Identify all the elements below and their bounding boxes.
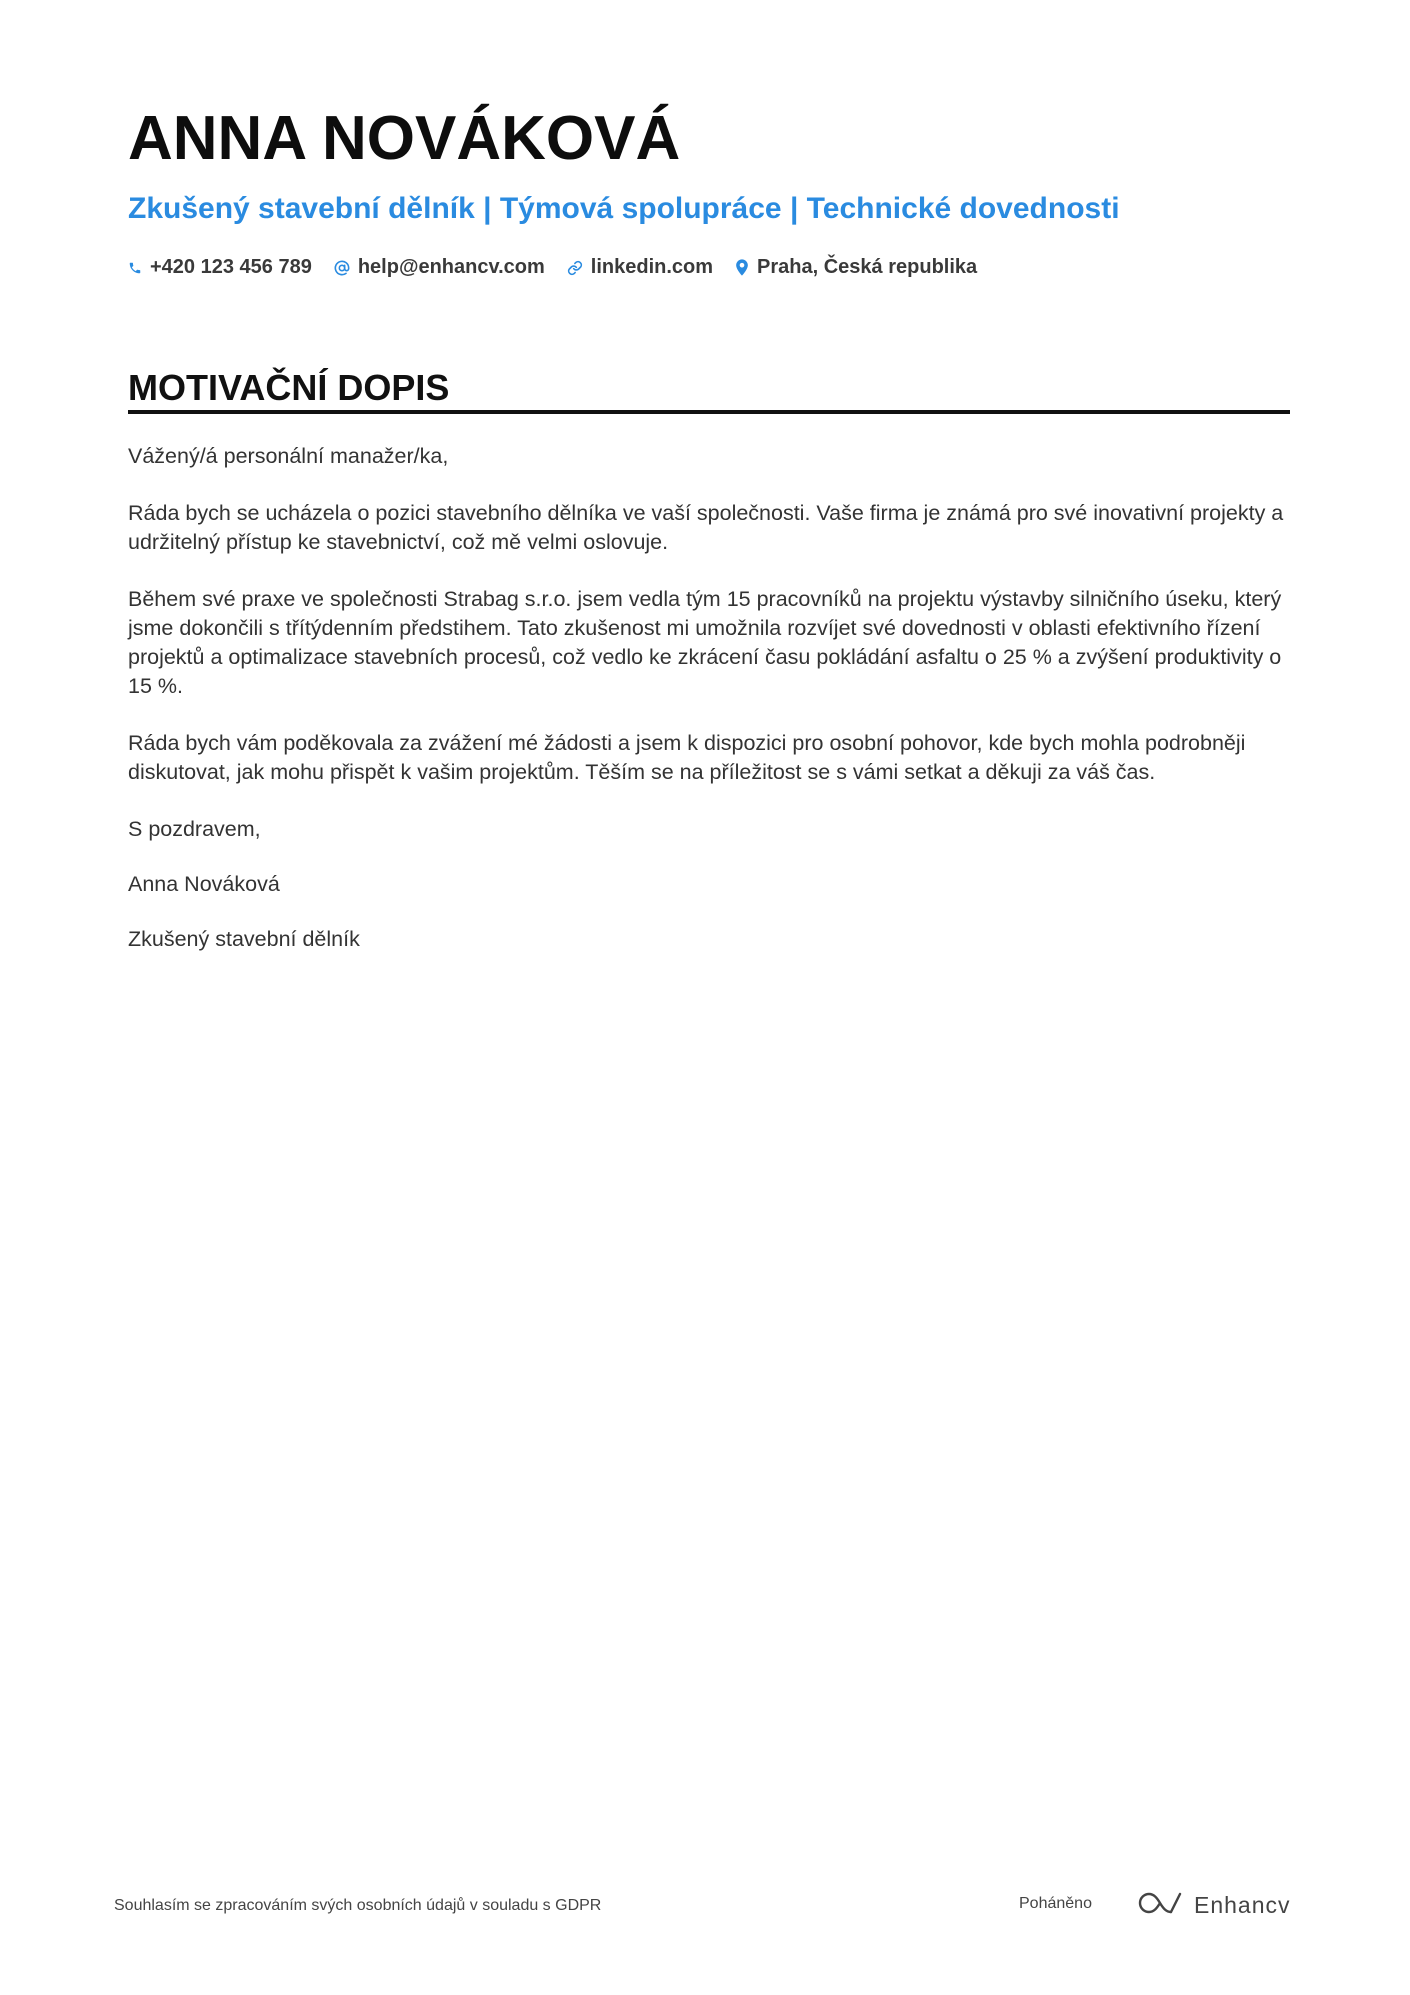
linkedin-text: linkedin.com (590, 256, 714, 278)
phone-text: +420 123 456 789 (150, 256, 312, 278)
link-icon (567, 260, 583, 276)
powered-by-label: Poháněno (1019, 1895, 1092, 1912)
enhancv-logo[interactable] (1138, 1890, 1291, 1921)
letter-closing: S pozdravem, (128, 817, 261, 841)
letter-paragraph: Během své praxe ve společnosti Strabag s.r.o. jsem vedla tým 15 pracovníků na projektu výstavby silničního úseku, který jsme dokončili s třítýdenním předstihem. Tato zkušenost mi umožnila rozvíjet své dovednosti v oblasti efektivního řízení projektů a optimalizace stavebních procesů, což vedlo ke zkrácení času pokládání asfaltu o 25 % a zvýšení produktivity o 15 %. (128, 587, 1282, 698)
applicant-name: ANNA NOVÁKOVÁ (128, 104, 681, 173)
enhancv-wordmark: Enhancv (1194, 1892, 1291, 1918)
contact-linkedin[interactable] (567, 256, 713, 279)
contact-email[interactable] (334, 256, 545, 279)
section-title: MOTIVAČNÍ DOPIS (128, 367, 450, 408)
contact-bar (128, 256, 977, 279)
location-pin-icon (735, 259, 749, 276)
letter-greeting: Vážený/á personální manažer/ka, (128, 444, 449, 468)
letter-paragraph: Ráda bych se ucházela o pozici stavebního dělníka ve vaší společnosti. Vaše firma je známá pro své inovativní projekty a udržitelný přístup ke stavebnictví, což mě velmi oslovuje. (128, 501, 1284, 554)
contact-location (735, 256, 977, 279)
at-icon (334, 260, 350, 276)
location-text: Praha, Česká republika (757, 256, 978, 278)
contact-phone[interactable] (128, 256, 312, 279)
letter-body (128, 442, 1293, 982)
applicant-headline: Zkušený stavební dělník | Týmová spolupráce | Technické dovednosti (128, 192, 1120, 225)
section-divider (128, 410, 1290, 414)
email-text: help@enhancv.com (357, 256, 545, 278)
signature-name: Anna Nováková (128, 872, 280, 896)
gdpr-consent: Souhlasím se zpracováním svých osobních údajů v souladu s GDPR (114, 1897, 602, 1914)
enhancv-logo-icon (1138, 1890, 1184, 1921)
letter-paragraph: Ráda bych vám poděkovala za zvážení mé žádosti a jsem k dispozici pro osobní pohovor, kde bych mohla podrobněji diskutovat, jak mohu přispět k vašim projektům. Těším se na příležitost se s vámi setkat a děkuji za váš čas. (128, 731, 1246, 784)
phone-icon (128, 261, 142, 275)
signature-title: Zkušený stavební dělník (128, 927, 360, 951)
